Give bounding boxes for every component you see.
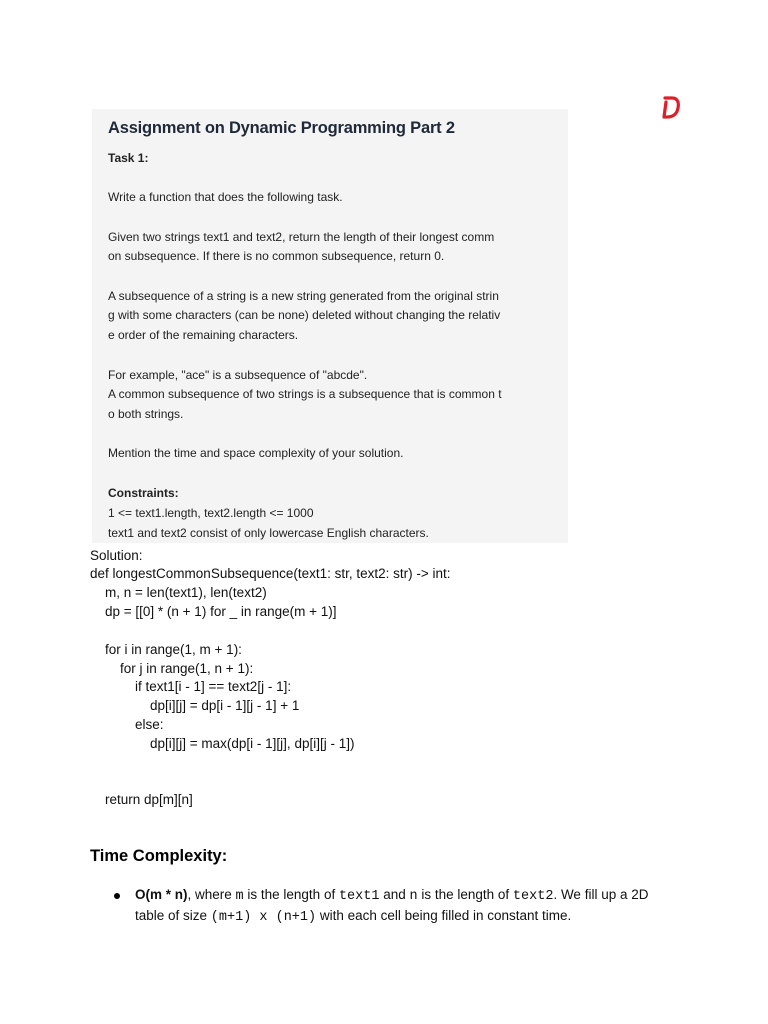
task-text: Write a function that does the following task. [108, 190, 343, 204]
assignment-card [92, 109, 568, 543]
task-text: o both strings. [108, 407, 184, 421]
code-var-m: m [235, 889, 244, 904]
code-line: if text1[i - 1] == text2[j - 1]: [90, 679, 292, 694]
time-complexity-text [135, 908, 571, 925]
code-line: for i in range(1, m + 1): [90, 642, 242, 657]
code-line: else: [90, 717, 164, 732]
constraints-label: Constraints: [108, 486, 179, 500]
code-var-n: n [409, 889, 418, 904]
brand-logo-icon [660, 94, 682, 120]
task-text: A subsequence of a string is a new string generated from the original strin [108, 289, 499, 303]
task-text: A common subsequence of two strings is a subsequence that is common t [108, 387, 502, 401]
text-fragment: with each cell being filled in constant time. [316, 908, 572, 923]
assignment-title: Assignment on Dynamic Programming Part 2 [108, 119, 455, 137]
time-complexity-text [135, 887, 648, 904]
complexity-value: O(m * n) [135, 887, 188, 902]
task-text: For example, "ace" is a subsequence of "abcde". [108, 368, 368, 382]
text-fragment: is the length of [417, 887, 513, 902]
text-fragment: table of size [135, 908, 211, 923]
bullet-icon [114, 893, 120, 899]
task-label: Task 1: [108, 151, 149, 165]
code-line: m, n = len(text1), len(text2) [90, 585, 267, 600]
code-line: return dp[m][n] [90, 792, 193, 807]
code-line: dp[i][j] = max(dp[i - 1][j], dp[i][j - 1]) [90, 736, 355, 751]
task-text: e order of the remaining characters. [108, 328, 299, 342]
task-text: on subsequence. If there is no common subsequence, return 0. [108, 249, 445, 263]
code-table-size: (m+1) x (n+1) [210, 910, 317, 925]
text-fragment: and [379, 887, 410, 902]
code-var-text1: text1 [338, 889, 380, 904]
solution-label: Solution: [90, 548, 143, 563]
text-fragment: . We fill up a 2D [553, 887, 649, 902]
text-fragment: , where [187, 887, 236, 902]
task-text: Given two strings text1 and text2, return the length of their longest comm [108, 230, 495, 244]
time-complexity-heading: Time Complexity: [90, 847, 228, 865]
constraint-text: text1 and text2 consist of only lowercase English characters. [108, 526, 429, 540]
code-var-text2: text2 [512, 889, 554, 904]
code-line: for j in range(1, n + 1): [90, 661, 254, 676]
code-line: dp[i][j] = dp[i - 1][j - 1] + 1 [90, 698, 300, 713]
task-text: g with some characters (can be none) deleted without changing the relativ [108, 308, 501, 322]
code-line: def longestCommonSubsequence(text1: str, text2: str) -> int: [90, 566, 451, 581]
task-text: Mention the time and space complexity of your solution. [108, 446, 404, 460]
text-fragment: is the length of [243, 887, 339, 902]
code-line: dp = [[0] * (n + 1) for _ in range(m + 1)] [90, 604, 337, 619]
constraint-text: 1 <= text1.length, text2.length <= 1000 [108, 506, 314, 520]
